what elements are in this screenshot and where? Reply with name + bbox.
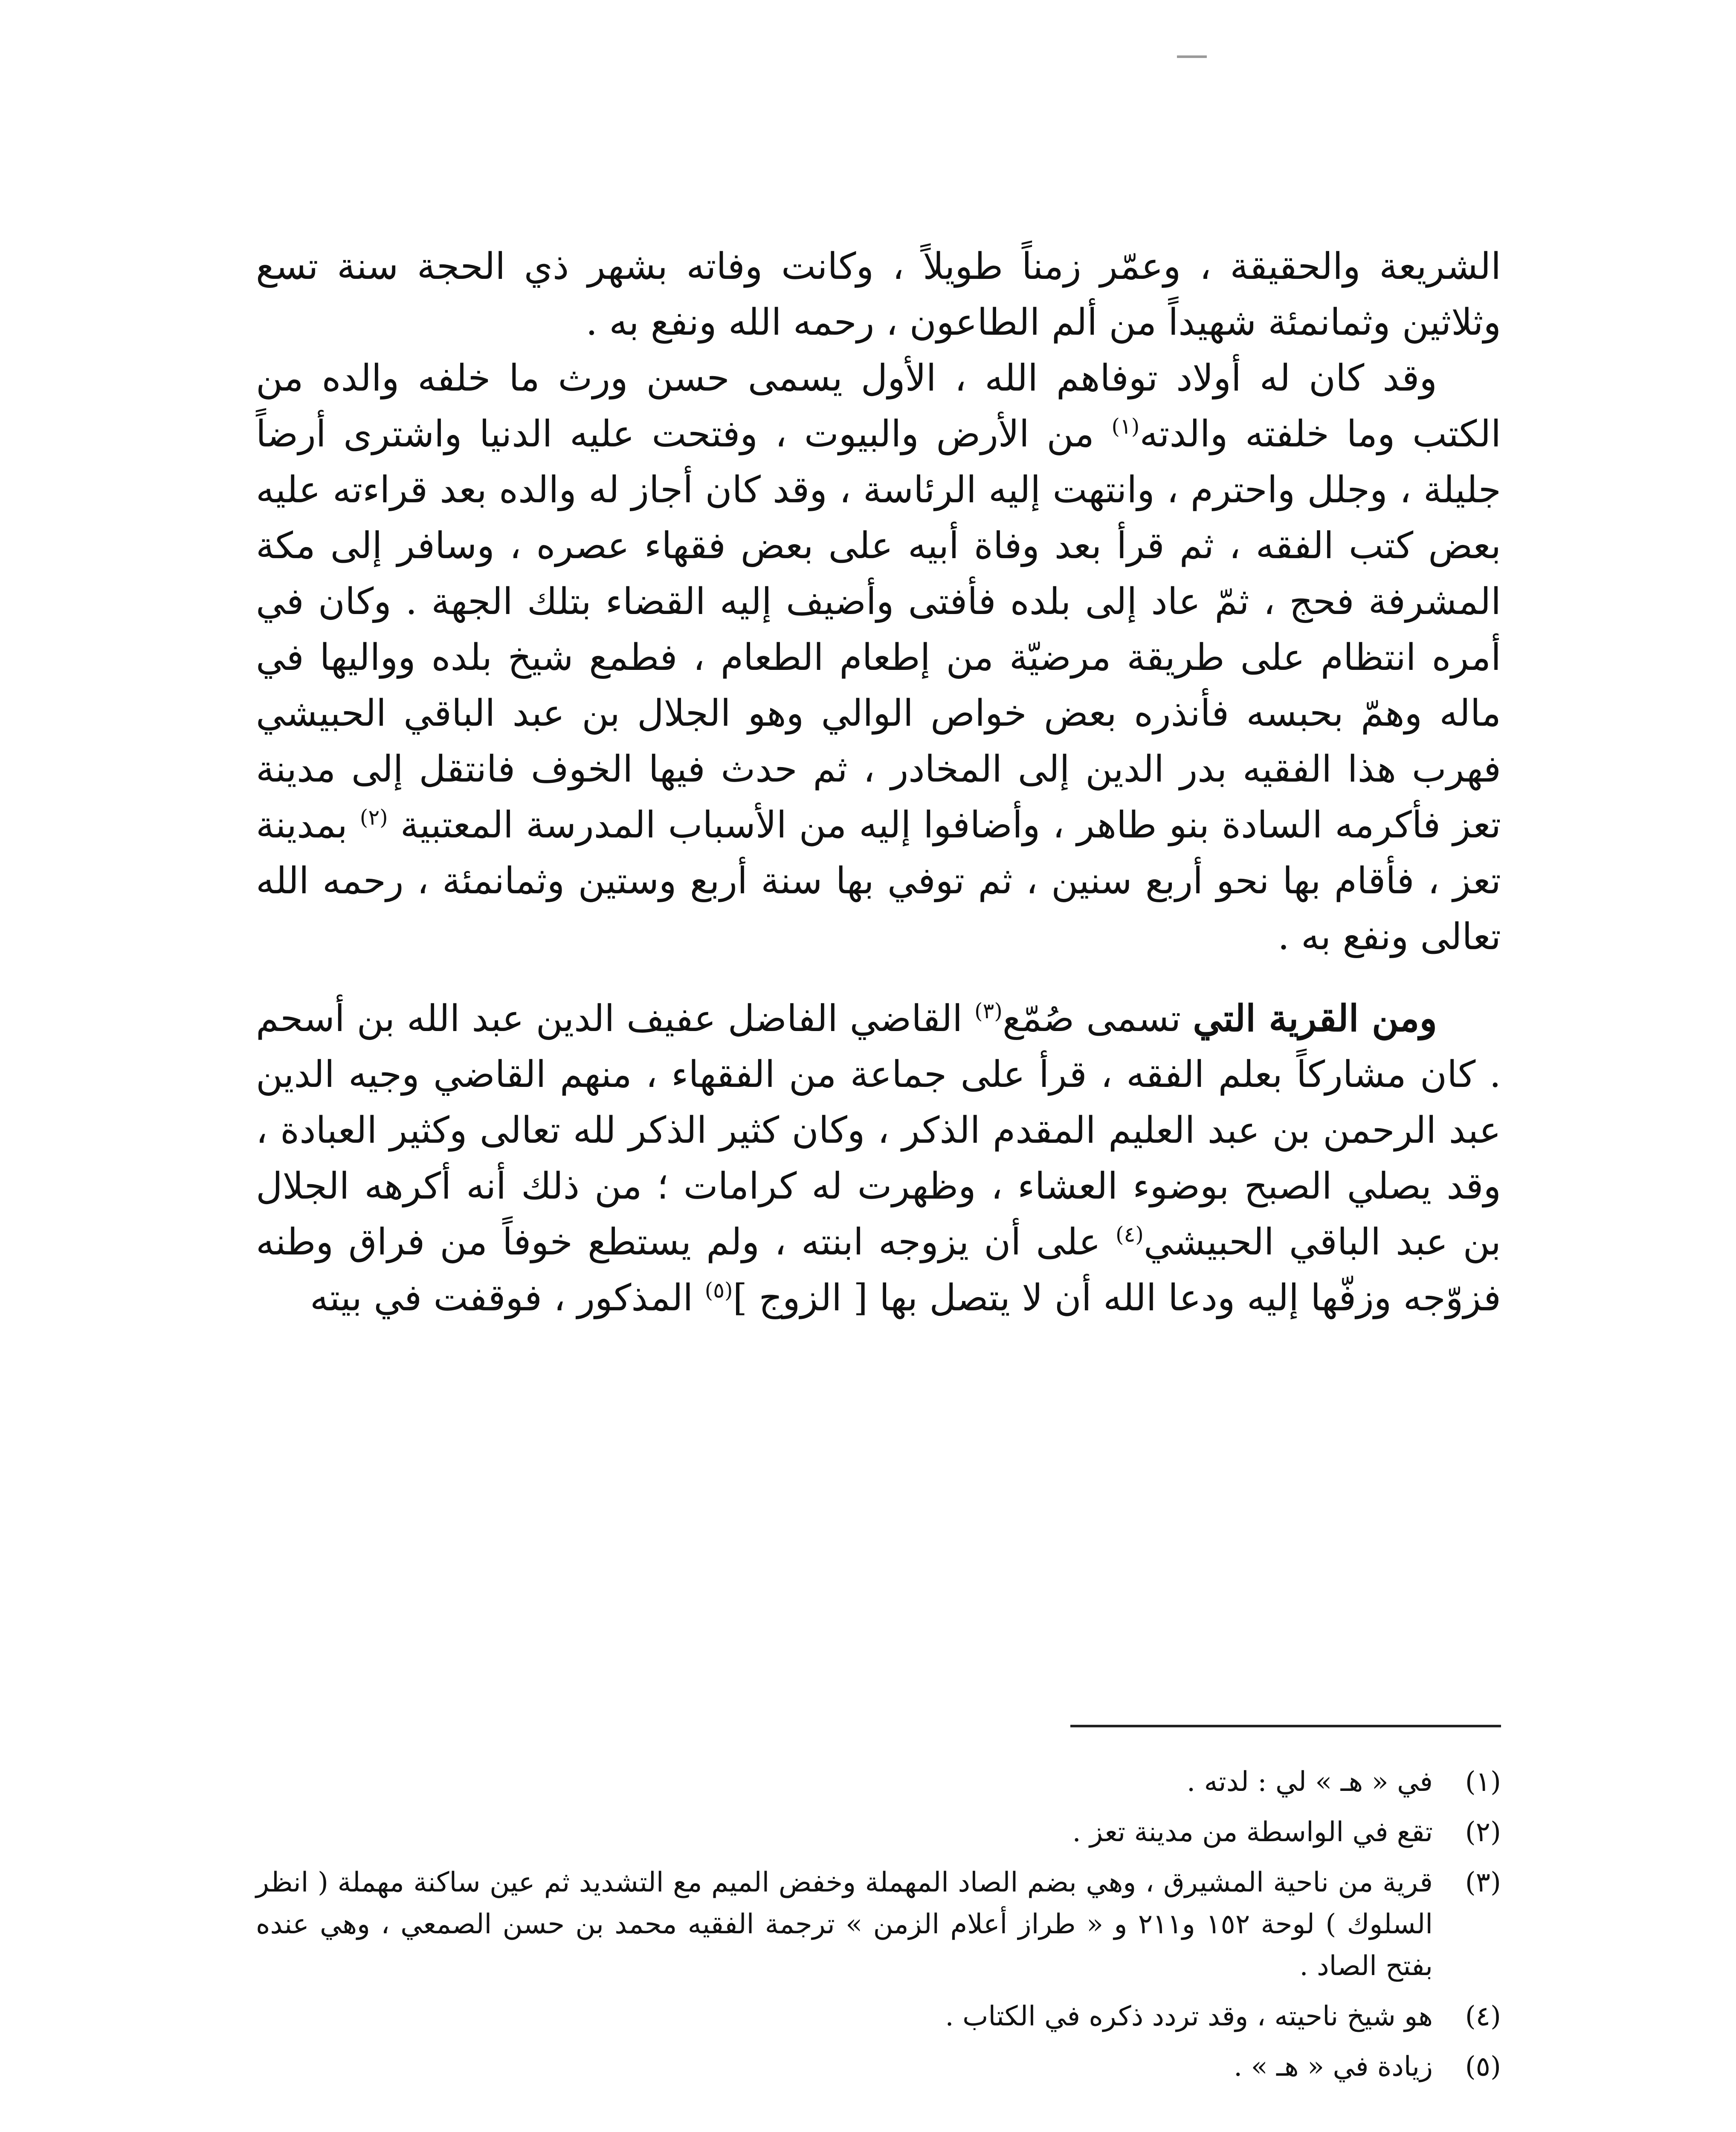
footnote-number: (٤) [1465,2001,1501,2032]
footnote-1 [256,1761,1501,1803]
footnote-mark-5[interactable]: (٥) [704,1278,733,1303]
footnote-text: تقع في الواسطة من مدينة تعز . [1072,1816,1433,1848]
footnote-text: هو شيخ ناحيته ، وقد تردد ذكره في الكتاب . [945,2001,1433,2032]
paragraph-3-lead: ومن القرية التي [1193,997,1437,1040]
paragraph-2-text-a: وقد كان له أولاد توفاهم الله ، الأول يسمى حسن ورث ما خلفه والده من الكتب وما خلفته والدته [256,357,1501,455]
paragraph-1-text: الشريعة والحقيقة ، وعمّر زمناً طويلاً ، وكانت وفاته بشهر ذي الحجة سنة تسع وثلاثين وثمانمئة شهيداً من ألم الطاعون ، رحمه الله ونفع به . [256,245,1501,344]
main-text [256,239,1501,1326]
footnote-number: (٢) [1465,1816,1501,1848]
footnote-mark-3[interactable]: (٣) [974,999,1003,1023]
paragraph-2-text-c: بمدينة تعز ، فأقام بها نحو أربع سنين ، ثم توفي بها سنة أربع وستين وثمانمئة ، رحمه الله تعالى ونفع به . [256,804,1501,958]
footnote-3 [256,1862,1501,1987]
footnote-4 [256,1996,1501,2037]
paragraph-3-text-c: على أن يزوجه ابنته ، ولم يستطع خوفاً من فراق وطنه فزوّجه وزفّها إليه ودعا الله أن لا يتصل بها [ الزوج ] [256,1221,1501,1319]
paragraph-3-text-d: المذكور ، فوقفت في بيته [310,1277,693,1319]
footnote-mark-4[interactable]: (٤) [1116,1222,1144,1247]
paragraph-3-text-a: تسمى صُمّع [1002,997,1181,1040]
footnote-text: قرية من ناحية المشيرق ، وهي بضم الصاد المهملة وخفض الميم مع التشديد ثم عين ساكنة مهملة ( انظر السلوك ) لوحة ١٥٢ و٢١١ و « طراز أعلام الزمن » ترجمة الفقيه محمد بن حسن الصمعي ، وهي عنده بفتح الصاد . [256,1867,1433,1982]
footnote-number: (٣) [1465,1867,1501,1898]
paragraph-3-text-b: القاضي الفاضل عفيف الدين عبد الله بن أسحم . كان مشاركاً بعلم الفقه ، قرأ على جماعة من الفقهاء ، منهم القاضي وجيه الدين عبد الرحمن بن عبد العليم المقدم الذكر ، وكان كثير الذكر لله تعالى وكثير العبادة ، وقد يصلي الصبح بوضوء العشاء ، وظهرت له كرامات ؛ من ذلك أنه أكرهه الجلال بن عبد الباقي الحبيشي [256,997,1501,1263]
footnote-text: في « هـ » لي : لدته . [1186,1766,1433,1798]
footnote-number: (٥) [1465,2051,1501,2083]
footnotes [256,1761,1501,2096]
footnote-text: زيادة في « هـ » . [1233,2051,1433,2083]
footnote-2 [256,1811,1501,1853]
scan-speck [1177,55,1207,58]
footnote-mark-1[interactable]: (١) [1111,414,1140,439]
footnote-number: (١) [1465,1766,1501,1798]
paragraph-3 [256,991,1501,1326]
footnote-5 [256,2046,1501,2088]
footnote-mark-2[interactable]: (٢) [359,805,388,830]
footnote-divider [1070,1725,1501,1727]
paragraph-1 [256,239,1501,351]
paragraph-2 [256,351,1501,965]
paragraph-2-text-b: من الأرض والبيوت ، وفتحت عليه الدنيا واشترى أرضاً جليلة ، وجلل واحترم ، وانتهت إليه الرئاسة ، وقد كان أجاز له والده بعد قراءته عليه بعض كتب الفقه ، ثم قرأ بعد وفاة أبيه على بعض فقهاء عصره ، وسافر إلى مكة المشرفة فحج ، ثمّ عاد إلى بلده فأفتى وأضيف إليه القضاء بتلك الجهة . وكان في أمره انتظام على طريقة مرضيّة من إطعام الطعام ، فطمع شيخ بلده وواليها في ماله وهمّ بحبسه فأنذره بعض خواص الوالي وهو الجلال بن عبد الباقي الحبيشي فهرب هذا الفقيه بدر الدين إلى المخادر ، ثم حدث فيها الخوف فانتقل إلى مدينة تعز فأكرمه السادة بنو طاهر ، وأضافوا إليه من الأسباب المدرسة المعتبية [256,413,1501,846]
